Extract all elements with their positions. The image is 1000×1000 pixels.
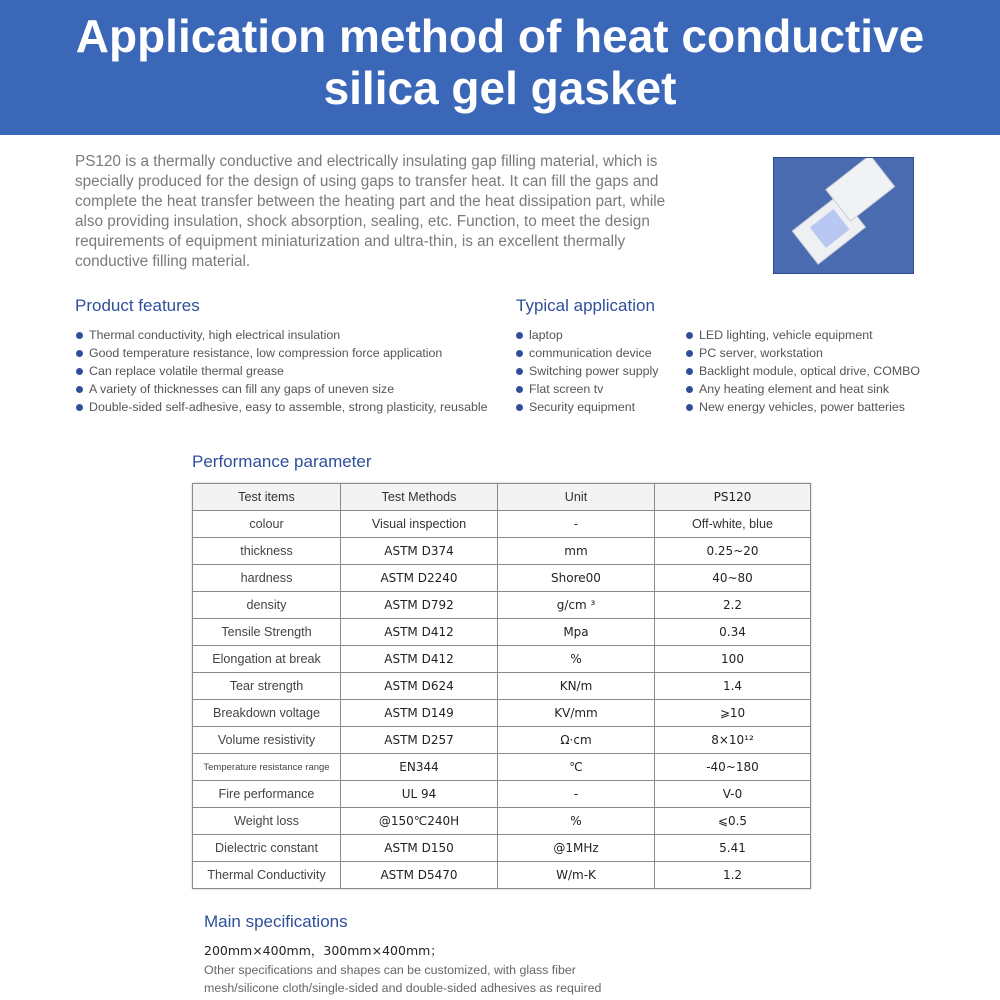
bullet-icon (76, 332, 83, 339)
unit-cell: KN/m (498, 673, 655, 700)
table-row (193, 835, 811, 862)
unit-cell: ℃ (498, 754, 655, 781)
page-title-line-2: silica gel gasket (323, 62, 677, 114)
table-row (193, 808, 811, 835)
value-cell: 5.41 (655, 835, 811, 862)
performance-parameter-title: Performance parameter (192, 452, 372, 471)
title-banner (0, 0, 1000, 135)
test-method-cell: Visual inspection (341, 511, 498, 538)
feature-item: Can replace volatile thermal grease (76, 362, 488, 380)
bullet-icon (516, 386, 523, 393)
typical-application-title: Typical application (516, 296, 655, 315)
table-row (193, 619, 811, 646)
test-method-cell: ASTM D257 (341, 727, 498, 754)
value-cell: 2.2 (655, 592, 811, 619)
table-row (193, 673, 811, 700)
value-cell: 8×10¹² (655, 727, 811, 754)
intro-paragraph: PS120 is a thermally conductive and electrically insulating gap filling material, which is specially produced for the design of using gaps to transfer heat. It can fill the gaps and complete the heat transfer between the heating part and the heat dissipation part, while also providing insulation, shock absorption, sealing, etc. Function, to meet the design requirements of equipment miniaturization and ultra-thin, is an excellent thermally conductive filling material. (75, 153, 666, 270)
test-item-cell: Breakdown voltage (193, 700, 341, 727)
test-item-cell: hardness (193, 565, 341, 592)
header-cell: Test items (193, 484, 341, 511)
application-list-col-2 (686, 326, 920, 416)
test-method-cell: UL 94 (341, 781, 498, 808)
test-item-cell: Tensile Strength (193, 619, 341, 646)
unit-cell: g/cm ³ (498, 592, 655, 619)
test-method-cell: @150℃240H (341, 808, 498, 835)
main-specifications-title: Main specifications (204, 912, 348, 931)
unit-cell: Mpa (498, 619, 655, 646)
performance-table (192, 483, 811, 889)
value-cell: Off-white, blue (655, 511, 811, 538)
test-method-cell: ASTM D412 (341, 619, 498, 646)
bullet-icon (516, 350, 523, 357)
application-item: Any heating element and heat sink (686, 380, 920, 398)
unit-cell: - (498, 511, 655, 538)
value-cell: 1.2 (655, 862, 811, 889)
unit-cell: mm (498, 538, 655, 565)
bullet-icon (76, 350, 83, 357)
bullet-icon (76, 386, 83, 393)
test-item-cell: Fire performance (193, 781, 341, 808)
table-row (193, 592, 811, 619)
unit-cell: - (498, 781, 655, 808)
header-cell: PS120 (655, 484, 811, 511)
unit-cell: KV/mm (498, 700, 655, 727)
unit-cell: % (498, 646, 655, 673)
table-row (193, 700, 811, 727)
header-cell: Test Methods (341, 484, 498, 511)
table-row (193, 781, 811, 808)
table-row (193, 754, 811, 781)
test-item-cell: Thermal Conductivity (193, 862, 341, 889)
test-method-cell: ASTM D792 (341, 592, 498, 619)
bullet-icon (686, 350, 693, 357)
bullet-icon (516, 404, 523, 411)
application-item: LED lighting, vehicle equipment (686, 326, 920, 344)
bullet-icon (686, 332, 693, 339)
test-item-cell: thickness (193, 538, 341, 565)
test-item-cell: density (193, 592, 341, 619)
value-cell: -40~180 (655, 754, 811, 781)
test-item-cell: Elongation at break (193, 646, 341, 673)
table-row (193, 538, 811, 565)
value-cell: 100 (655, 646, 811, 673)
application-item: laptop (516, 326, 658, 344)
product-features-list (76, 326, 488, 416)
test-method-cell: ASTM D5470 (341, 862, 498, 889)
test-method-cell: EN344 (341, 754, 498, 781)
spec-sizes: 200mm×400mm，300mm×400mm； (204, 943, 443, 958)
application-list-col-1 (516, 326, 658, 416)
value-cell: 0.25~20 (655, 538, 811, 565)
test-method-cell: ASTM D149 (341, 700, 498, 727)
bullet-icon (516, 332, 523, 339)
test-item-cell: Volume resistivity (193, 727, 341, 754)
application-item: New energy vehicles, power batteries (686, 398, 920, 416)
bullet-icon (686, 404, 693, 411)
table-header-row (193, 484, 811, 511)
value-cell: ⩽0.5 (655, 808, 811, 835)
value-cell: 1.4 (655, 673, 811, 700)
bullet-icon (76, 404, 83, 411)
test-method-cell: ASTM D412 (341, 646, 498, 673)
page-title-line-1: Application method of heat conductive (75, 10, 925, 62)
gasket-sheets-illustration (774, 158, 914, 274)
feature-item: Good temperature resistance, low compression force application (76, 344, 488, 362)
value-cell: ⩾10 (655, 700, 811, 727)
application-item: Backlight module, optical drive, COMBO (686, 362, 920, 380)
feature-item: A variety of thicknesses can fill any gaps of uneven size (76, 380, 488, 398)
test-item-cell: Temperature resistance range (193, 754, 341, 781)
unit-cell: Shore00 (498, 565, 655, 592)
bullet-icon (516, 368, 523, 375)
table-row (193, 862, 811, 889)
product-features-title: Product features (75, 296, 200, 315)
feature-item: Thermal conductivity, high electrical insulation (76, 326, 488, 344)
table-row (193, 511, 811, 538)
table-row (193, 727, 811, 754)
test-method-cell: ASTM D150 (341, 835, 498, 862)
bullet-icon (686, 368, 693, 375)
test-method-cell: ASTM D2240 (341, 565, 498, 592)
spec-note: Other specifications and shapes can be customized, with glass fiber mesh/silicone cloth/single-sided and double-sided adhesives as required (204, 963, 602, 995)
test-item-cell: Tear strength (193, 673, 341, 700)
unit-cell: @1MHz (498, 835, 655, 862)
table-row (193, 646, 811, 673)
product-photo (773, 157, 914, 274)
value-cell: 40~80 (655, 565, 811, 592)
test-item-cell: Dielectric constant (193, 835, 341, 862)
value-cell: V-0 (655, 781, 811, 808)
table-row (193, 565, 811, 592)
test-method-cell: ASTM D374 (341, 538, 498, 565)
test-method-cell: ASTM D624 (341, 673, 498, 700)
application-item: Security equipment (516, 398, 658, 416)
application-item: Switching power supply (516, 362, 658, 380)
application-item: PC server, workstation (686, 344, 920, 362)
test-item-cell: colour (193, 511, 341, 538)
value-cell: 0.34 (655, 619, 811, 646)
unit-cell: % (498, 808, 655, 835)
unit-cell: Ω·cm (498, 727, 655, 754)
bullet-icon (686, 386, 693, 393)
header-cell: Unit (498, 484, 655, 511)
application-item: Flat screen tv (516, 380, 658, 398)
unit-cell: W/m-K (498, 862, 655, 889)
application-item: communication device (516, 344, 658, 362)
bullet-icon (76, 368, 83, 375)
feature-item: Double-sided self-adhesive, easy to assemble, strong plasticity, reusable (76, 398, 488, 416)
test-item-cell: Weight loss (193, 808, 341, 835)
